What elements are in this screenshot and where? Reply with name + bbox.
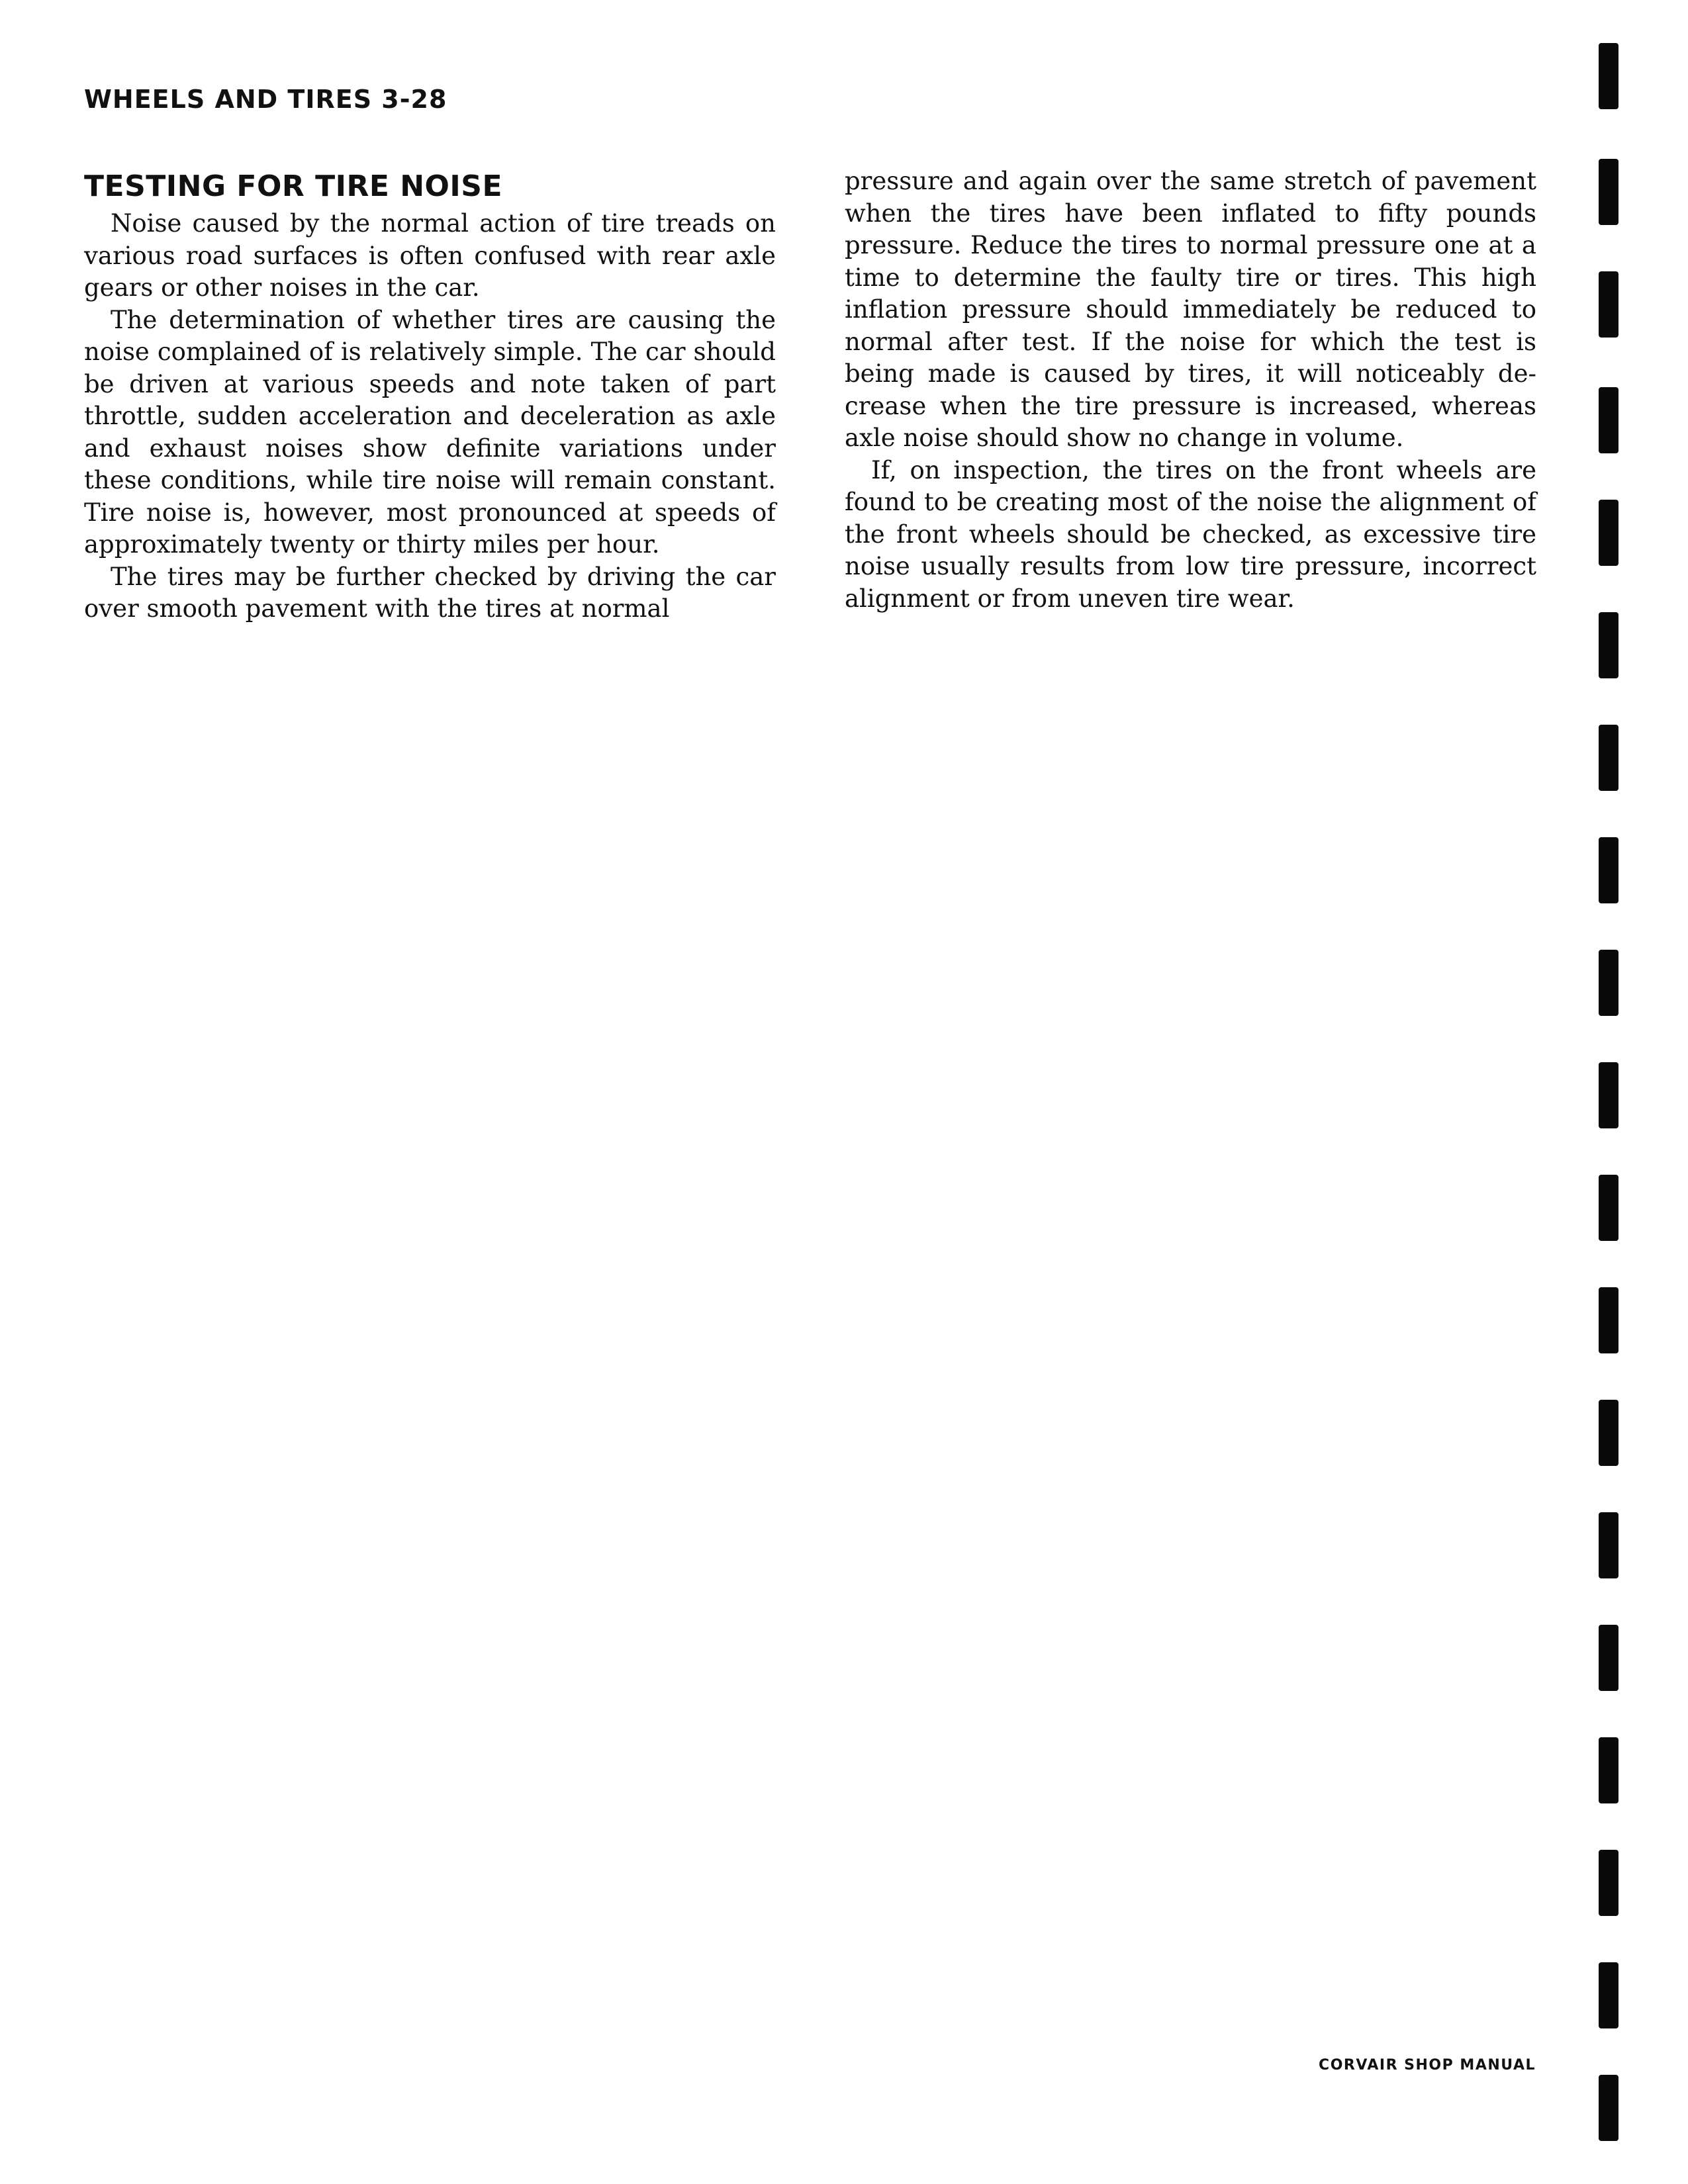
binding-mark (1599, 1850, 1618, 1916)
binding-mark (1599, 1625, 1618, 1691)
paragraph: The determination of whether tires are causing the noise complained of is relatively simple. The car should be driven at various speeds and note taken of part throttle, sudden acceleration and deceleration as axle and exhaust noises show definite variations under these conditions, while tire noise will remain constant. Tire noise is, however, most pronounced at speeds of approximately twenty or thirty miles per hour. (84, 305, 776, 559)
right-column (845, 165, 1536, 615)
binding-mark (1599, 1962, 1618, 2028)
binding-mark (1599, 612, 1618, 678)
binding-mark (1599, 43, 1618, 109)
binding-mark (1599, 500, 1618, 566)
binding-marks (1599, 0, 1632, 2184)
paragraph: The tires may be further checked by driving the car over smooth pavement with the tires at normal (84, 562, 776, 623)
binding-mark (1599, 159, 1618, 225)
binding-mark (1599, 950, 1618, 1016)
binding-mark (1599, 2075, 1618, 2141)
footer-manual-title: CORVAIR SHOP MANUAL (1319, 2057, 1536, 2073)
running-head: WHEELS AND TIRES 3-28 (84, 85, 447, 114)
left-column (84, 208, 776, 625)
paragraph: Noise caused by the normal action of tire treads on various road surfaces is often confused with rear axle gears or other noises in the car. (84, 209, 776, 302)
paragraph: If, on inspection, the tires on the front wheels are found to be creating most of the noise the alignment of the front wheels should be checked, as excessive tire noise usually results from low tire pressure, incorrect alignment or from uneven tire wear. (845, 455, 1536, 613)
binding-mark (1599, 1512, 1618, 1578)
binding-mark (1599, 1175, 1618, 1241)
paragraph-continued: pressure and again over the same stretch of pavement when the tires have been inflated to fifty pounds pressure. Reduce the tires to normal pressure one at a time to determine the faulty tire or tires. This high inflation pressure should immediately be reduced to normal after test. If the noise for which the test is being made is caused by tires, it will noticeably decrease when the tire pressure is increased, whereas axle noise should show no change in volume. (845, 167, 1536, 452)
binding-mark (1599, 1400, 1618, 1466)
binding-mark (1599, 271, 1618, 338)
binding-mark (1599, 1737, 1618, 1803)
binding-mark (1599, 387, 1618, 453)
binding-mark (1599, 725, 1618, 791)
binding-mark (1599, 837, 1618, 903)
binding-mark (1599, 1062, 1618, 1128)
section-title: TESTING FOR TIRE NOISE (84, 169, 503, 203)
binding-mark (1599, 1287, 1618, 1353)
